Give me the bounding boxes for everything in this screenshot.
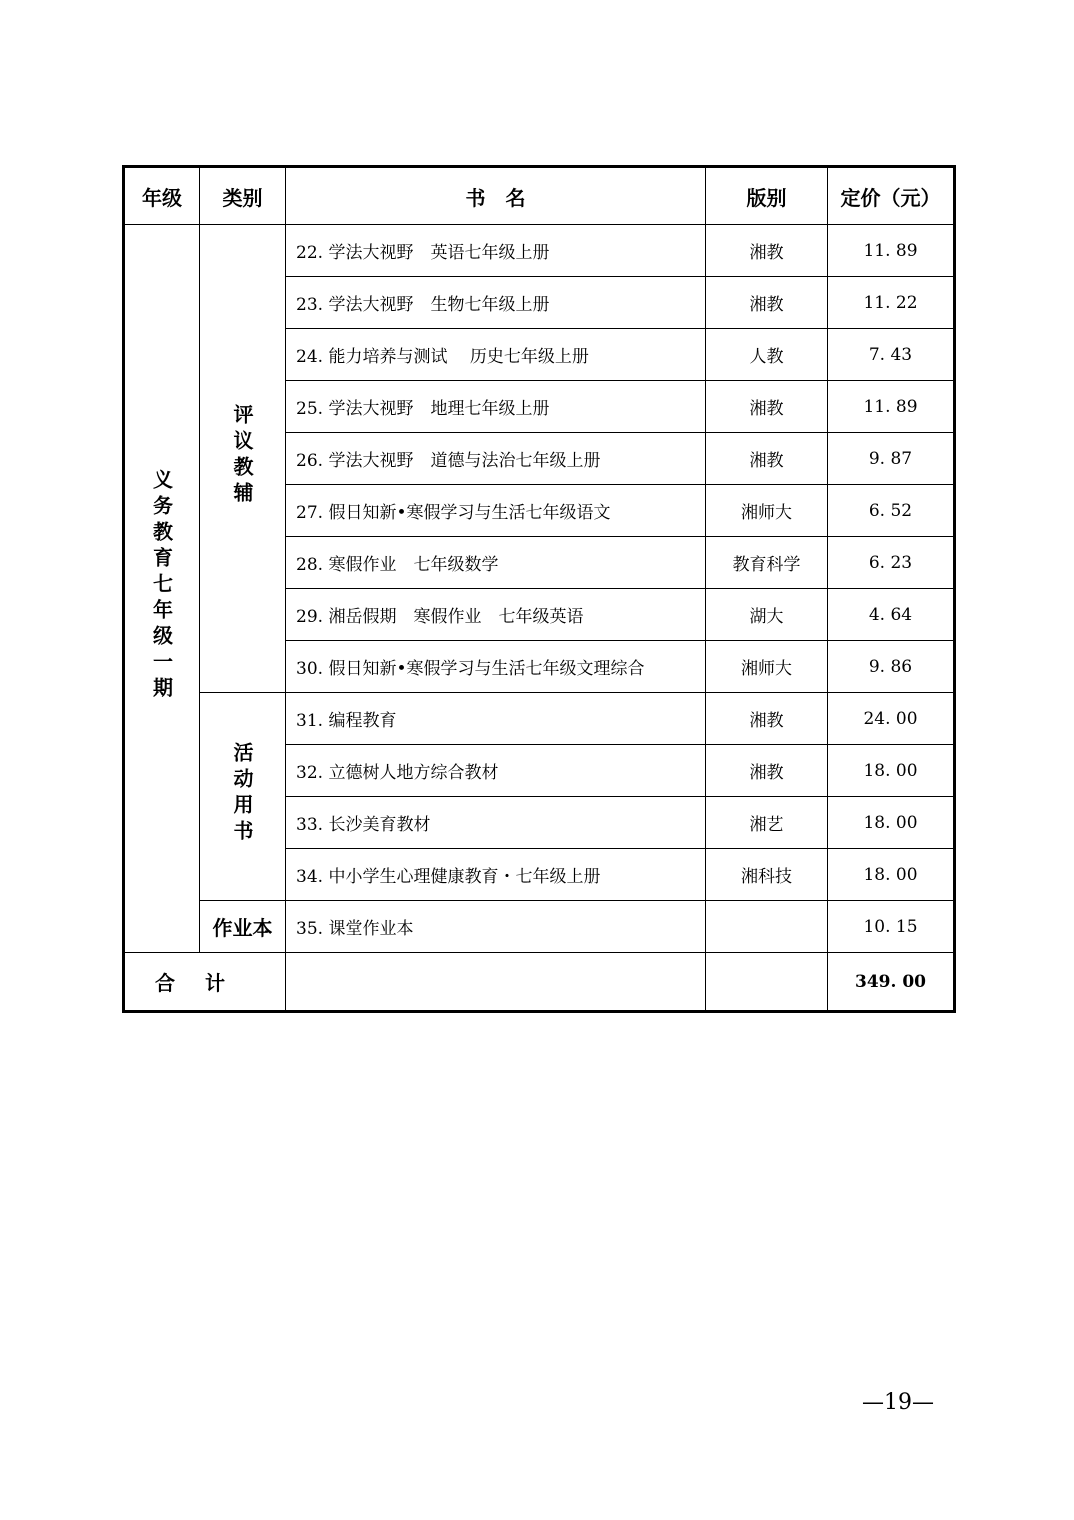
book-title: 31. 编程教育 xyxy=(286,693,706,745)
book-title: 24. 能力培养与测试 历史七年级上册 xyxy=(286,329,706,381)
book-price: 18. 00 xyxy=(828,797,955,849)
table-row xyxy=(124,693,955,745)
book-price: 11. 22 xyxy=(828,277,955,329)
book-title: 28. 寒假作业 七年级数学 xyxy=(286,537,706,589)
book-publisher: 湘师大 xyxy=(706,485,828,537)
book-title: 33. 长沙美育教材 xyxy=(286,797,706,849)
book-publisher: 湘师大 xyxy=(706,641,828,693)
book-title: 22. 学法大视野 英语七年级上册 xyxy=(286,225,706,277)
book-price: 9. 87 xyxy=(828,433,955,485)
book-title: 29. 湘岳假期 寒假作业 七年级英语 xyxy=(286,589,706,641)
book-title: 32. 立德树人地方综合教材 xyxy=(286,745,706,797)
book-publisher: 湘教 xyxy=(706,433,828,485)
header-title-text: 书 名 xyxy=(465,185,526,210)
book-publisher: 湘教 xyxy=(706,225,828,277)
book-publisher: 湘科技 xyxy=(706,849,828,901)
category-label-activity: 活动用书 xyxy=(230,742,254,846)
book-title: 34. 中小学生心理健康教育・七年级上册 xyxy=(286,849,706,901)
book-title: 30. 假日知新•寒假学习与生活七年级文理综合 xyxy=(286,641,706,693)
book-title: 27. 假日知新•寒假学习与生活七年级语文 xyxy=(286,485,706,537)
book-price: 18. 00 xyxy=(828,849,955,901)
book-title: 25. 学法大视野 地理七年级上册 xyxy=(286,381,706,433)
header-category: 类别 xyxy=(200,167,286,225)
total-label-cell xyxy=(124,953,286,1012)
total-price: 349. 00 xyxy=(828,953,955,1012)
book-price: 4. 64 xyxy=(828,589,955,641)
book-price: 9. 86 xyxy=(828,641,955,693)
total-label: 合计 xyxy=(155,971,255,995)
book-title: 26. 学法大视野 道德与法治七年级上册 xyxy=(286,433,706,485)
header-grade: 年级 xyxy=(124,167,200,225)
total-row xyxy=(124,953,955,1012)
book-publisher: 教育科学 xyxy=(706,537,828,589)
book-price: 11. 89 xyxy=(828,381,955,433)
total-empty-publisher xyxy=(706,953,828,1012)
book-title: 23. 学法大视野 生物七年级上册 xyxy=(286,277,706,329)
book-price: 7. 43 xyxy=(828,329,955,381)
page-number: —19— xyxy=(862,1390,934,1415)
header-title xyxy=(286,167,706,225)
book-price: 18. 00 xyxy=(828,745,955,797)
book-publisher xyxy=(706,901,828,953)
book-publisher: 湘艺 xyxy=(706,797,828,849)
book-price: 11. 89 xyxy=(828,225,955,277)
header-publisher: 版别 xyxy=(706,167,828,225)
category-cell-activity xyxy=(200,693,286,901)
book-price-table xyxy=(122,165,956,1013)
book-publisher: 湘教 xyxy=(706,381,828,433)
grade-label: 义务教育七年级一期 xyxy=(149,469,174,703)
table-row xyxy=(124,901,955,953)
book-price: 6. 23 xyxy=(828,537,955,589)
book-title: 35. 课堂作业本 xyxy=(286,901,706,953)
book-publisher: 湖大 xyxy=(706,589,828,641)
book-publisher: 人教 xyxy=(706,329,828,381)
category-cell-review xyxy=(200,225,286,693)
book-publisher: 湘教 xyxy=(706,745,828,797)
grade-cell xyxy=(124,225,200,953)
header-price: 定价（元） xyxy=(828,167,955,225)
header-row xyxy=(124,167,955,225)
total-empty-title xyxy=(286,953,706,1012)
book-price: 6. 52 xyxy=(828,485,955,537)
book-price: 24. 00 xyxy=(828,693,955,745)
category-label-review: 评议教辅 xyxy=(230,404,254,508)
book-publisher: 湘教 xyxy=(706,693,828,745)
book-publisher: 湘教 xyxy=(706,277,828,329)
book-price: 10. 15 xyxy=(828,901,955,953)
category-label-workbook: 作业本 xyxy=(200,901,286,953)
table-row xyxy=(124,225,955,277)
